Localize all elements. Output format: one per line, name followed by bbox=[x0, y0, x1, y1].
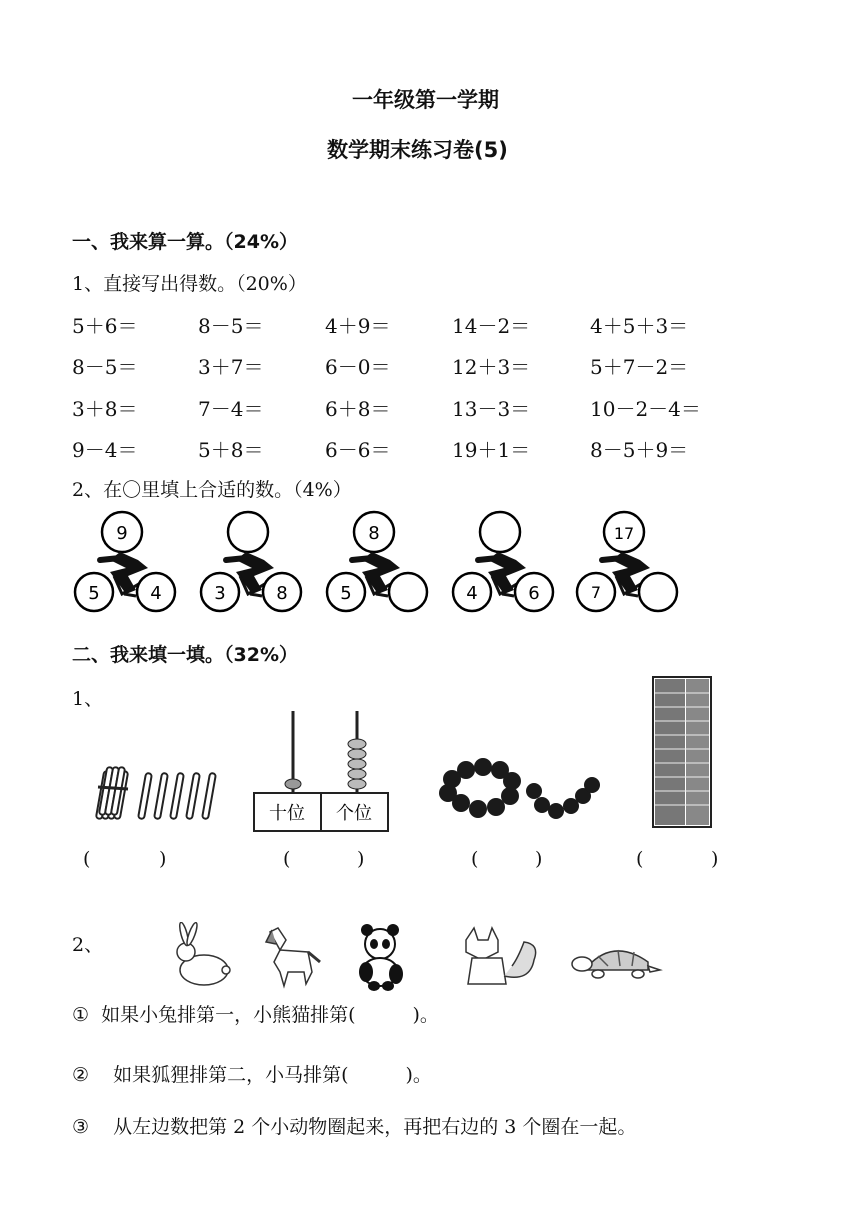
bike-3 bbox=[327, 512, 427, 611]
bike-2 bbox=[201, 512, 301, 611]
item-number: ③ bbox=[72, 1116, 90, 1138]
bike-right-number: 6 bbox=[528, 583, 540, 604]
bike-left-number: 3 bbox=[214, 583, 226, 604]
equation: 5＋8＝ bbox=[198, 438, 264, 462]
sticks-bundle-icon bbox=[96, 767, 128, 819]
bike-left-number: 4 bbox=[466, 583, 478, 604]
bike-left-number: 5 bbox=[88, 583, 100, 604]
bike-1 bbox=[75, 512, 175, 611]
bike-left-number: 5 bbox=[340, 583, 352, 604]
equation: 8－5＋9＝ bbox=[590, 438, 689, 462]
counting-pictures bbox=[80, 675, 740, 835]
bicycle-row bbox=[68, 510, 728, 614]
equation: 10－2－4＝ bbox=[590, 397, 701, 421]
equation: 7－4＝ bbox=[198, 397, 264, 421]
equation: 14－2＝ bbox=[452, 314, 531, 338]
rabbit-icon bbox=[177, 922, 230, 985]
equation: 6－0＝ bbox=[325, 355, 391, 379]
bike-top-number: 9 bbox=[116, 523, 128, 544]
section-2-heading: 二、我来填一填。（32%） bbox=[72, 644, 298, 666]
question-2-2-label: 2、 bbox=[72, 934, 104, 956]
animals-row bbox=[168, 922, 668, 992]
equation: 8－5＝ bbox=[198, 314, 264, 338]
bike-top-number: 17 bbox=[613, 524, 635, 543]
equation: 5＋6＝ bbox=[72, 314, 138, 338]
bike-left-number: 7 bbox=[590, 583, 602, 602]
item-text: 从左边数把第 2 个小动物圈起来，再把右边的 3 个圈在一起。 bbox=[113, 1116, 637, 1138]
equation: 3＋8＝ bbox=[72, 397, 138, 421]
equation: 12＋3＝ bbox=[452, 355, 531, 379]
answer-blank-open[interactable]: ( bbox=[83, 848, 91, 870]
fox-icon bbox=[466, 928, 536, 984]
bike-5 bbox=[577, 512, 677, 611]
question-2-2-item-1 bbox=[72, 1000, 439, 1027]
bike-right-number: 4 bbox=[150, 583, 162, 604]
answer-blank-open[interactable]: ( bbox=[471, 848, 479, 870]
equation: 19＋1＝ bbox=[452, 438, 531, 462]
bike-4 bbox=[453, 512, 553, 611]
equation: 8－5＝ bbox=[72, 355, 138, 379]
beads-chain-icon bbox=[526, 777, 600, 819]
question-2-2-item-3 bbox=[72, 1112, 636, 1139]
answer-blank-open[interactable]: ( bbox=[283, 848, 291, 870]
bike-right-number: 8 bbox=[276, 583, 288, 604]
single-sticks-icon bbox=[138, 773, 216, 819]
equation: 4＋9＝ bbox=[325, 314, 391, 338]
equation: 3＋7＝ bbox=[198, 355, 264, 379]
question-2-2-item-2 bbox=[72, 1060, 432, 1087]
bike-top-number: 8 bbox=[368, 523, 380, 544]
abacus-ones-label: 个位 bbox=[336, 803, 372, 824]
answer-blank-close: ) bbox=[711, 848, 719, 870]
turtle-icon bbox=[572, 950, 660, 978]
question-1-2-prompt: 2、在〇里填上合适的数。（4%） bbox=[72, 479, 352, 501]
answer-blank-close: ) bbox=[159, 848, 167, 870]
answer-blank-open[interactable]: ( bbox=[636, 848, 644, 870]
panda-icon bbox=[359, 924, 403, 991]
section-1-heading: 一、我来算一算。（24%） bbox=[72, 231, 298, 253]
question-1-1-prompt: 1、直接写出得数。（20%） bbox=[72, 273, 307, 295]
title-line-2: 数学期末练习卷(5) bbox=[327, 138, 508, 162]
question-2-1-label: 1、 bbox=[72, 688, 104, 710]
cube-tower-icon bbox=[653, 677, 711, 827]
answer-blank-close: ) bbox=[357, 848, 365, 870]
title-line-1: 一年级第一学期 bbox=[352, 88, 499, 112]
equation: 6－6＝ bbox=[325, 438, 391, 462]
abacus-tens-label: 十位 bbox=[269, 803, 305, 824]
item-number: ② bbox=[72, 1064, 90, 1086]
item-text: 如果小兔排第一，小熊猫排第( )。 bbox=[101, 1004, 439, 1026]
equation: 9－4＝ bbox=[72, 438, 138, 462]
horse-icon bbox=[266, 928, 320, 986]
equation: 5＋7－2＝ bbox=[590, 355, 689, 379]
answer-blank-close: ) bbox=[535, 848, 543, 870]
equation: 6＋8＝ bbox=[325, 397, 391, 421]
equation: 13－3＝ bbox=[452, 397, 531, 421]
beads-ring-icon bbox=[439, 758, 521, 818]
equation: 4＋5＋3＝ bbox=[590, 314, 689, 338]
abacus-icon bbox=[254, 711, 388, 831]
item-text: 如果狐狸排第二，小马排第( )。 bbox=[113, 1064, 432, 1086]
item-number: ① bbox=[72, 1004, 90, 1026]
